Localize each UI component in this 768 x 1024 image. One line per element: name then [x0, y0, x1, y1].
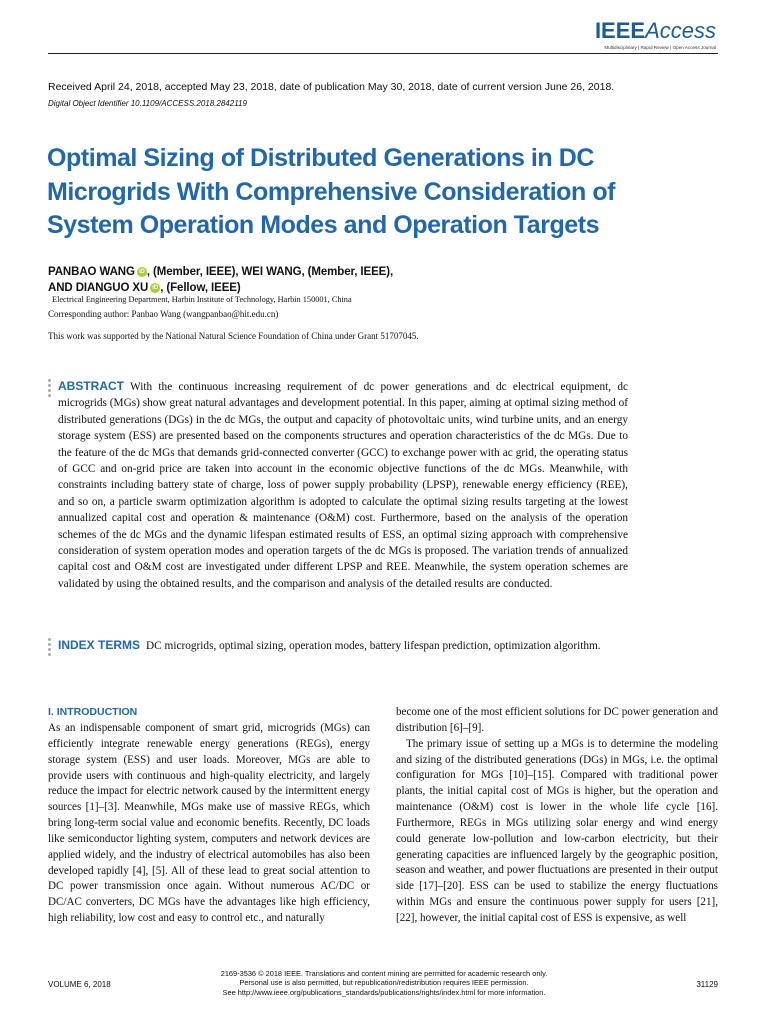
- paragraph: As an indispensable component of smart grid, microgrids (MGs) can efficiently integrate renewable energy generations (REGs), energy storage system (ESS) and user loads. Moreover, MGs are able to provide users with continuous and high-quality electricity, and largely reduce the impact for electric network caused by the intermittent energy sources [1]–[3]. Meanwhile, MGs make use of massive REGs, which bring long-term social value and economic benefits. Recently, DC loads like semiconductor lighting system, computers and network devices are applied widely, and the industry of electrical automobiles has also been developed rapidly [4], [5]. All of these lead to great social attention to DC power transmission once again. Without numerous AC/DC or DC/AC converters, DC MGs have the advantages like high efficiency, high reliability, low cost and easy to control etc., and naturally: [48, 722, 370, 925]
- orcid-icon[interactable]: iD: [150, 283, 160, 293]
- affiliation: Electrical Engineering Department, Harbin Institute of Technology, Harbin 150001, China: [52, 295, 352, 304]
- author-affiliation-note: , (Member, IEEE), WEI WANG, (Member, IEEE),: [146, 266, 394, 278]
- index-terms-dots-icon: [48, 638, 51, 658]
- journal-logo: [595, 20, 716, 50]
- footer-license: [174, 969, 594, 997]
- right-column: [396, 705, 718, 927]
- logo-ieee: IEEE: [594, 18, 646, 43]
- abstract-text: With the continuous increasing requirement of dc power generations and dc electrical equipment, dc microgrids (MGs) show great natural advantages and development potential. In this paper, aiming at optimal sizing method of distributed generations (DGs) in the dc MGs, the output and capacity of photovoltaic units, wind turbine units, and an energy storage system (ESS) are presented based on the components structures and operation characteristics of the dc MGs. Due to the feature of the dc MGs that demands grid-connected converter (GCC) to exchange power with ac grid, the operating status of GCC and on-grid price are taken into account in the economic objective functions of the dc MGs. Meanwhile, with constraints including battery state of charge, loss of power supply probability (LPSP), renewable energy efficiency (REE), and so on, a particle swarm optimization algorithm is adopted to calculate the optimal sizing results targeting at the lowest annualized capital cost and operation & maintenance (O&M) cost. Furthermore, based on the analysis of the operation schemes of the dc MGs and the dynamic lifespan estimated results of ESS, an optimal sizing approach with comprehensive consideration of system operation modes and operation targets of the dc MGs is proposed. The variation trends of annualized capital cost and O&M cost are investigated under different LPSP and REE. Meanwhile, the system operation schemes are validated by using the obtained results, and the comparison and analysis of the detailed results are conducted.: [58, 381, 628, 590]
- author-name: AND DIANGUO XU: [48, 282, 149, 294]
- orcid-icon[interactable]: iD: [137, 267, 147, 277]
- abstract: [58, 378, 628, 592]
- license-line: See http://www.ieee.org/publications_standards/publications/rights/index.html for more information.: [222, 987, 546, 997]
- logo-access: Access: [645, 18, 716, 43]
- index-terms-label: INDEX TERMS: [58, 638, 141, 652]
- publication-dates: Received April 24, 2018, accepted May 23, 2018, date of publication May 30, 2018, date of current version June 26, 2018.: [48, 81, 615, 93]
- funding-note: This work was supported by the National Natural Science Foundation of China under Grant 51707045.: [48, 331, 419, 341]
- abstract-dots-icon: [48, 379, 51, 399]
- author-affiliation-note: , (Fellow, IEEE): [160, 282, 241, 294]
- index-terms: [58, 637, 628, 654]
- paper-title: Optimal Sizing of Distributed Generations in DC Microgrids With Comprehensive Consideration of System Operation Modes and Operation Targets: [47, 144, 616, 239]
- section-heading: I. INTRODUCTION: [48, 706, 138, 718]
- abstract-label: ABSTRACT: [58, 379, 124, 393]
- doi: Digital Object Identifier 10.1109/ACCESS.2018.2842119: [48, 99, 247, 108]
- author-list: [48, 264, 468, 296]
- paragraph: become one of the most efficient solutions for DC power generation and distribution [6]–[9].: [396, 706, 718, 734]
- page-number: 31129: [696, 980, 718, 989]
- header-rule: [48, 53, 718, 54]
- paragraph: The primary issue of setting up a MGs is to determine the modeling and sizing of the distributed generations (DGs) in MGs, i.e. the optimal configuration for MGs [10]–[15]. Compared with traditional power plants, the initial capital cost of MGs is higher, but the operation and maintenance (O&M) cost is lower in the whole life cycle [16]. Furthermore, REGs in MGs utilizing solar energy and wind energy could generate low-pollution and low-carbon electricity, but their generating capacities are influenced largely by the geographic position, season and weather, and power fluctuations are presented in their output side [17]–[20]. ESS can be used to stabilize the energy fluctuations within MGs and ensure the continuous power supply for users [21], [22], however, the initial capital cost of ESS is expensive, as well: [396, 737, 718, 924]
- license-line: Personal use is also permitted, but republication/redistribution requires IEEE permission.: [239, 978, 529, 988]
- author-name: PANBAO WANG: [48, 266, 135, 278]
- corresponding-author: Corresponding author: Panbao Wang (wangpanbao@hit.edu.cn): [48, 309, 279, 319]
- license-line: 2169-3536 © 2018 IEEE. Translations and content mining are permitted for academic research only.: [220, 969, 548, 978]
- footer-volume: VOLUME 6, 2018: [48, 980, 111, 989]
- left-column: [48, 705, 370, 927]
- logo-tagline: Multidisciplinary | Rapid Review | Open Access Journal: [604, 45, 716, 50]
- index-terms-text: DC microgrids, optimal sizing, operation modes, battery lifespan prediction, optimization algorithm.: [146, 640, 601, 652]
